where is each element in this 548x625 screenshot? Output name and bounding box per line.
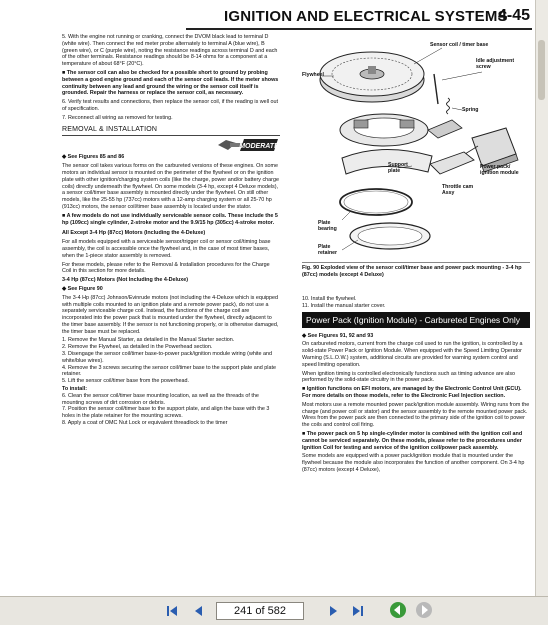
next-page-button[interactable] [326,603,342,619]
previous-page-icon [191,604,205,618]
step-8: 8. Apply a coat of OMC Nut Lock or equivalent threadlock to the timer [62,420,228,427]
timer-base-drawing [340,114,462,146]
power-pack-paragraph-3: Most motors use a remote mounted power pack/ignition module assembly. Wiring runs from the charge (and power coil or stator) and the sensor assembly to the remote mounted power pack. Wires from the power pack are then connected to the primary side of the ignition coil to power the coils and control coil firing. [302,401,530,429]
moderate-difficulty-badge [216,138,280,152]
label-throttle-cam: Throttle cam Assy [442,184,474,196]
3-4hp-paragraph: The 3-4 Hp (87cc) Johnson/Evinrude motors (not including the 4-Deluxe which is equipped with multiple coils mounted to an ignition plate and a remote power pack), do not use a separately serviceable charge coil. Instead, the functions of the charge coil are incorporated into the power pack that is mounted under the flywheel, directly adjacent to the timer base assembly. If the sensor is not functioning properly, or is otherwise damaged, the timer base must be replaced. [62,294,279,335]
step-2: 2. Remove the Flywheel, as detailed in the Powerhead section. [62,344,213,351]
previous-page-button[interactable] [190,603,206,619]
section-removal-installation: REMOVAL & INSTALLATION [62,125,158,133]
vertical-scrollbar[interactable] [535,0,548,596]
label-power-pack: Power pack/ ignition module [480,164,519,176]
label-sensor-coil: Sensor coil / timer base [430,42,489,48]
to-install-heading: To install: [62,386,88,393]
step-11: 11. Install the manual starter cover. [302,302,386,309]
label-idle-screw: Idle adjustment screw [476,58,515,70]
right-column [302,296,530,476]
header-page-number: 4-45 [497,7,530,24]
label-plate-retainer: Plate retainer [318,244,338,256]
test-step-7: 7. Reconnect all wiring as removed for testing. [62,114,173,121]
step-4: 4. Remove the 3 screws securing the sensor coil/timer base to the support plate and plate retainer. [62,364,276,378]
next-page-icon [327,604,341,618]
power-pack-section-title: Power Pack (Ignition Module) - Carbureted Engines Only [302,312,530,328]
last-page-button[interactable] [350,603,366,619]
test-step-5: 5. With the engine not running or cranking, connect the DVOM black lead to terminal D (white wire). Then connect the red meter probe alternately to terminal A (blue wire), B (green wire), or C (purple wire), noting the resistance readings across terminal D and each of the other terminals. Resistance readings should be 8-14 ohms for a component at a temperature of about 68°F (20°C). [62,34,278,68]
step-7: 7. Position the sensor coil/timer base to the support plate, and align the base with the 3 holes in the plate retainer for the mounting screws. [62,406,270,420]
step-1: 1. Remove the Manual Starter, as detailed in the Manual Starter section. [62,337,235,344]
step-5: 5. Lift the sensor coil/timer base from the powerhead. [62,378,190,385]
last-page-icon [351,604,365,618]
first-page-icon [165,604,179,618]
short-check-note: ■ The sensor coil can also be checked for a possible short to ground by probing between a good engine ground and each of the sensor coil leads. If the meter shows continuity between any lead and ground the wiring or the sensor coil itself is grounded. Repair the harness or replace the sensor coil, as necessary. [62,69,279,97]
subheading-3-4hp: 3-4 Hp (87cc) Motors (Not Including the 4-Deluxe) [62,277,189,284]
header-title: IGNITION AND ELECTRICAL SYSTEMS [224,8,508,25]
see-figures-85-86: ◆ See Figures 85 and 86 [62,154,125,161]
left-column [62,34,280,427]
power-pack-paragraph-2: When ignition timing is controlled electronically functions such as timing advance are also performed by the solid-state circuitry in the power pack. [302,370,516,384]
step-10: 10. Install the flywheel. [302,296,357,302]
support-plate-drawing [342,149,432,174]
forward-arrow-icon [416,602,432,618]
test-step-6: 6. Verify test results and connections, then replace the sensor coil, if the reading is well out of specification. [62,99,279,112]
page-header [186,4,532,30]
figure-90-caption: Fig. 90 Exploded view of the sensor coil/timer base and power pack mounting - 3-4 hp (87cc) models (except 4 Deluxe) [302,262,530,278]
single-cylinder-note: ■ The power pack on 5 hp single-cylinder motor is combined with the ignition coil and cannot be serviced separately. On these models, please refer to the procedures under Ignition Coil for testing and service of the ignition coil/power pack assembly. [302,430,523,451]
subheading-all-except: All Except 3-4 Hp (87cc) Motors (Including the 4-Deluxe) [62,230,206,237]
efi-note: ■ Ignition functions on EFI motors, are managed by the Electronic Control Unit (ECU). For more details on those models, refer to the Electronic Fuel Injection section. [302,386,522,399]
all-except-paragraph-2: For these models, please refer to the Removal & Installation procedures for the Charge Coil in this section for more details. [62,261,270,275]
see-figures-91-93: ◆ See Figures 91, 92 and 93 [302,332,374,339]
no-sensor-note: ■ A few models do not use individually serviceable sensor coils. These include the 5 hp (109cc) single cylinder, 2-stroke motor and the 9.9/15 hp (305cc) 4-stroke motor. [62,212,278,226]
all-except-paragraph-1: For all models equipped with a serviceable sensor/trigger coil or sensor coil/timing base assembly, the coil is accessible once the flywheel and, in the case of most timer bases, when the 1-piece stator assembly is removed. [62,239,271,259]
label-flywheel: Flywheel [302,72,324,78]
label-support-plate: Support plate [388,162,408,174]
back-arrow-icon [390,602,406,618]
step-3: 3. Disengage the sensor coil/timer base-to-power pack/ignition module wiring (white and white/blue wires). [62,351,273,364]
scrollbar-thumb[interactable] [538,40,545,100]
step-6: 6. Clean the sensor coil/timer base mounting location, as well as the threads of the mounting screws of dirt corrosion or debris. [62,392,259,406]
flywheel-drawing [320,52,424,102]
moderate-label: MODERATE [239,143,279,151]
see-figure-90: ◆ See Figure 90 [62,285,103,292]
viewer-toolbar [0,596,548,625]
figure-90-exploded-view [302,34,530,258]
page-indicator[interactable]: 241 of 582 [216,602,304,620]
forward-view-button[interactable] [416,602,432,618]
removal-paragraph-1: The sensor coil takes various forms on the carbureted versions of these engines. On some motors an individual sensor is mounted on the perimeter of the flywheel or on the ignition plate with other ignition/charging system coils (like the charge, power and/or battery charge coils) directly underneath the flywheel. On some models (3-4 hp, except 4 Deluxe models), a sensor coil/timer base assembly is mounted directly under the flywheel. On still other models, like the 25-55 hp (737cc) motors with a 12-amp charging system or all 25-70 hp (913cc) motors, the sensor coil/timer base assembly is located under the stator. [62,163,279,210]
power-pack-paragraph-4: Some models are equipped with a power pack/ignition module that is mounted under the flywheel because the module also incorporates the function of another component. On 3-4 hp (87cc) motors (except 4 Deluxe), [302,453,525,473]
back-view-button[interactable] [390,602,406,618]
first-page-button[interactable] [164,603,180,619]
label-plate-bearing: Plate bearing [318,220,337,232]
power-pack-paragraph-1: On carbureted motors, current from the charge coil used to run the ignition, is controlled by a solid-state Power Pack or Ignition Module. When equipped with the Speed Limiting Operator Warning (S.L.O.W.) system, additional circuits are provided for warning system control and speed limiting operation. [302,341,523,368]
label-spring: Spring [462,107,479,113]
